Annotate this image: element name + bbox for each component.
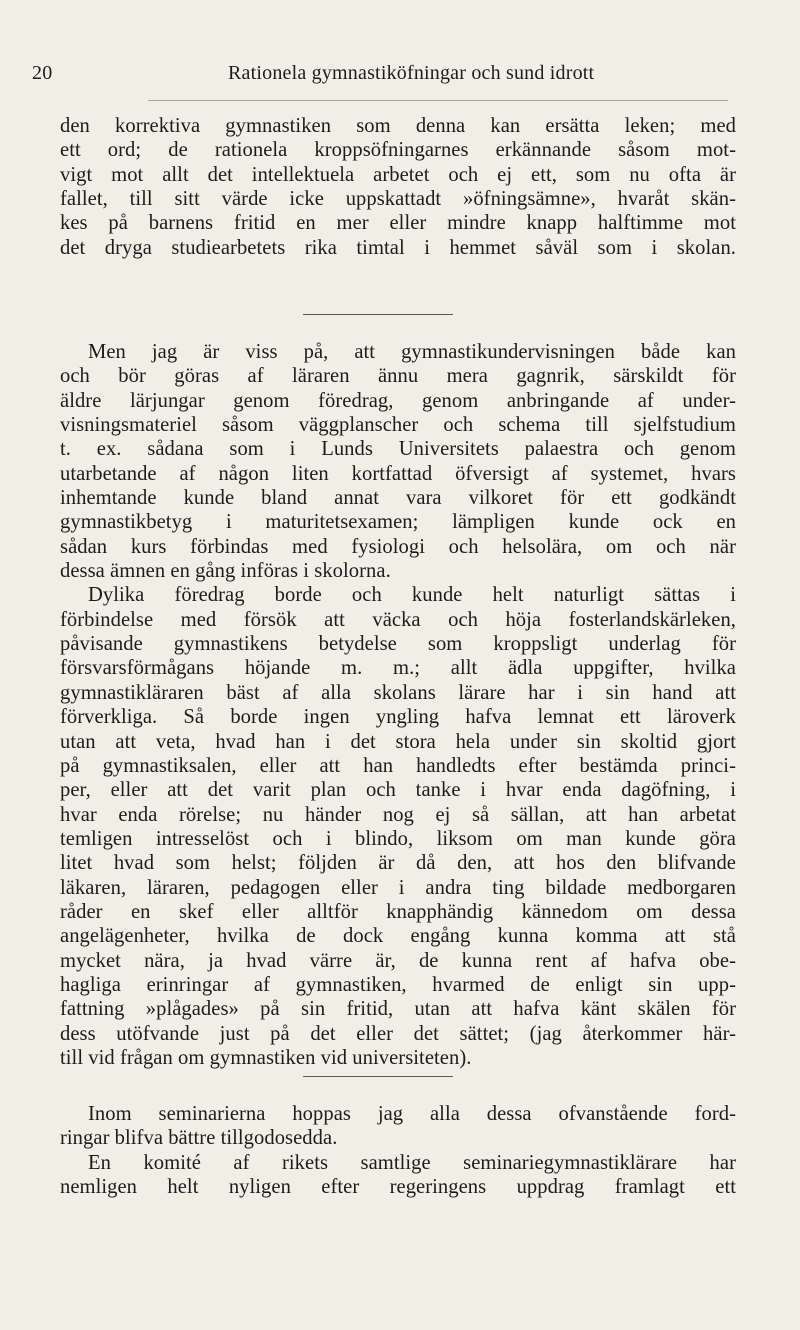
text-line: och bör göras af läraren ännu mera gagnrik, särskildt för [60, 365, 736, 388]
text-line: förbindelse med försök att väcka och höja fosterlandskärleken, [60, 608, 736, 631]
text-line: Dylika föredrag borde och kunde helt naturligt sättas i [88, 584, 736, 607]
text-line: nemligen helt nyligen efter regeringens uppdrag framlagt ett [60, 1176, 736, 1199]
text-line: inhemtande kunde bland annat vara vilkoret för ett godkändt [60, 487, 736, 510]
text-line: hagliga erinringar af gymnastiken, hvarmed de enligt sin upp- [60, 973, 736, 996]
text-line: En komité af rikets samtlige seminariegymnastiklärare har [88, 1151, 736, 1174]
text-line: fattning »plågades» på sin fritid, utan att hafva känt skälen för [60, 998, 736, 1021]
paragraph-2 [60, 340, 736, 583]
text-line: utarbetande af någon liten kortfattad öfversigt af systemet, hvars [60, 462, 736, 485]
text-block-3 [60, 1102, 736, 1199]
text-line: läkaren, läraren, pedagogen eller i andra ting bildade medborgaren [60, 876, 736, 899]
text-line: Men jag är viss på, att gymnastikundervisningen både kan [88, 341, 736, 363]
text-line: sådan kurs förbindas med fysiologi och helsolära, om och när [60, 535, 736, 558]
text-line: vigt mot allt det intellektuela arbetet och ej ett, som nu ofta är [60, 163, 736, 186]
text-line: äldre lärjungar genom föredrag, genom anbringande af under- [60, 389, 736, 412]
text-line: temligen intresselöst och i blindo, liksom om man kunde göra [60, 827, 736, 850]
text-line: påvisande gymnastikens betydelse som kroppsligt underlag för [60, 633, 736, 656]
text-line: kes på barnens fritid en mer eller mindre knapp halftimme mot [60, 212, 736, 235]
paragraph-5 [60, 1151, 736, 1200]
text-line: Inom seminarierna hoppas jag alla dessa ofvanstående ford- [88, 1103, 736, 1125]
text-line: ringar blifva bättre tillgodosedda. [60, 1127, 338, 1150]
paragraph-1 [60, 114, 736, 260]
text-line: gymnastikbetyg i maturitetsexamen; lämpligen kunde ock en [60, 511, 736, 534]
text-line: angelägenheter, hvilka de dock engång kunna komma att stå [60, 925, 736, 948]
running-title: Rationela gymnastiköfningar och sund idrott [228, 62, 595, 84]
running-header [32, 62, 732, 92]
text-line: ett ord; de rationela kroppsöfningarnes erkännande såsom mot- [60, 139, 736, 162]
text-line: på gymnastiksalen, eller att han handledts efter bestämda princi- [60, 754, 736, 777]
text-block-2 [60, 340, 736, 1070]
text-line: per, eller att det varit plan och tanke i hvar enda dagöfning, i [60, 779, 736, 802]
paragraph-3 [60, 583, 736, 1070]
text-line: fallet, till sitt värde icke uppskattadt »öfningsämne», hvaråt skän- [60, 188, 736, 211]
paragraph-4 [60, 1102, 736, 1151]
text-line: försvarsförmågans höjande m. m.; allt ädla uppgifter, hvilka [60, 657, 736, 680]
text-block-1 [60, 114, 736, 260]
text-line: gymnastikläraren bäst af alla skolans lärare har i sin hand att [60, 681, 736, 704]
page-number: 20 [32, 62, 53, 84]
text-line: litet hvad som helst; följden är då den, att hos den blifvande [60, 852, 736, 875]
text-line: dessa ämnen en gång införas i skolorna. [60, 560, 391, 583]
text-line: mycket nära, ja hvad värre är, de kunna rent af hafva obe- [60, 949, 736, 972]
text-line: visningsmateriel såsom väggplanscher och schema till sjelfstudium [60, 414, 736, 437]
text-line: det dryga studiearbetets rika timtal i hemmet såväl som i skolan. [60, 236, 736, 259]
text-line: dess utöfvande just på det eller det sättet; (jag återkommer här- [60, 1022, 736, 1045]
text-line: förverkliga. Så borde ingen yngling hafva lemnat ett läroverk [60, 706, 736, 729]
section-divider [303, 314, 453, 315]
text-line: till vid frågan om gymnastiken vid universiteten). [60, 1046, 472, 1069]
header-rule [148, 100, 728, 101]
text-line: t. ex. sådana som i Lunds Universitets palaestra och genom [60, 438, 736, 461]
section-divider [303, 1076, 453, 1077]
text-line: hvar enda rörelse; nu händer nog ej så sällan, att han arbetat [60, 803, 736, 826]
text-line: råder en skef eller alltför knapphändig kännedom om dessa [60, 900, 736, 923]
text-line: den korrektiva gymnastiken som denna kan ersätta leken; med [60, 115, 736, 137]
text-line: utan att veta, hvad han i det stora hela under sin skoltid gjort [60, 730, 736, 753]
